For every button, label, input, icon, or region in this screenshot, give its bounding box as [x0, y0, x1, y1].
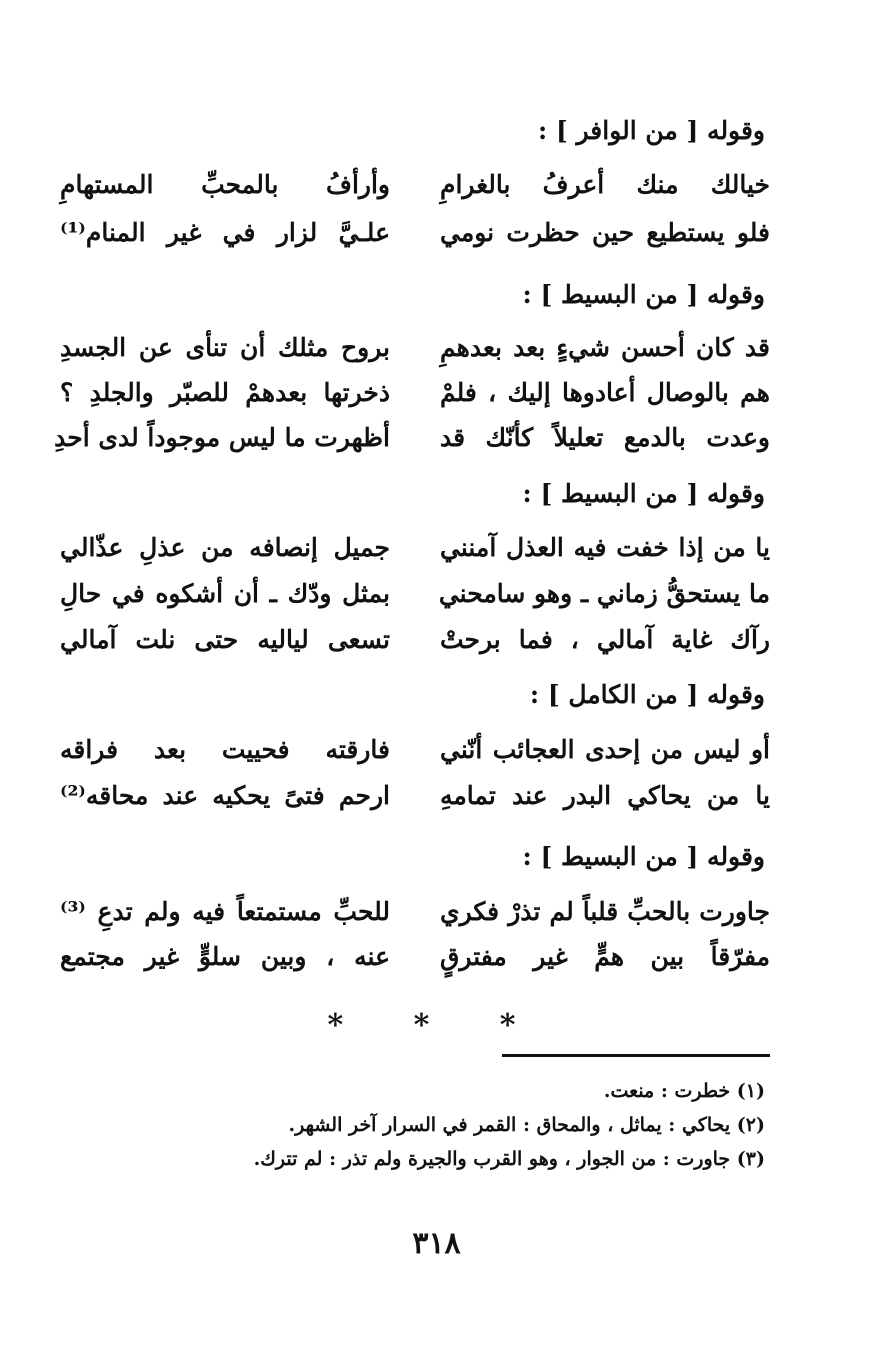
verse-second-hemistich: فارقته فحييت بعد فراقه	[60, 735, 390, 764]
section-heading: وقوله [ من البسيط ] :	[522, 479, 765, 508]
verse-line	[60, 942, 770, 982]
verse-line	[60, 533, 770, 573]
verse-line	[60, 735, 770, 775]
verse-second-hemistich: علـيَّ لزار في غير المنام⁽¹⁾	[60, 218, 390, 247]
verse-first-hemistich: أو ليس من إحدى العجائب أنّني	[440, 735, 770, 764]
verse-first-hemistich: ما يستحقُّ زماني ـ وهو سامحني	[438, 579, 770, 608]
verse-first-hemistich: وعدت بالدمع تعليلاً كأنّك قد	[440, 423, 770, 452]
verse-second-hemistich: عنه ، وبين سلوٍّ غير مجتمع	[60, 942, 390, 971]
footnote-divider	[502, 1054, 770, 1057]
verse-first-hemistich: مفرّقاً بين همٍّ غير مفترقٍ	[440, 942, 770, 971]
verse-first-hemistich: جاورت بالحبِّ قلباً لم تذرْ فكري	[440, 897, 770, 926]
verse-line	[60, 625, 770, 665]
verse-first-hemistich: خيالك منك أعرفُ بالغرامِ	[440, 170, 770, 199]
verse-line	[60, 378, 770, 418]
verse-first-hemistich: يا من إذا خفت فيه العذل آمنني	[440, 533, 770, 562]
verse-line	[60, 781, 770, 821]
verse-line	[54, 423, 770, 463]
verse-line	[60, 170, 770, 210]
verse-second-hemistich: تسعى لياليه حتى نلت آمالي	[60, 625, 390, 654]
verse-second-hemistich: للحبِّ مستمتعاً فيه ولم تدعِ ⁽³⁾	[60, 897, 390, 926]
verse-first-hemistich: هم بالوصال أعادوها إليك ، فلمْ	[440, 378, 770, 407]
verse-second-hemistich: وأرأفُ بالمحبِّ المستهامِ	[60, 170, 390, 199]
section-heading: وقوله [ من الوافر ] :	[538, 116, 765, 145]
footnote: (١) خطرت : منعت.	[603, 1080, 765, 1102]
section-heading: وقوله [ من البسيط ] :	[522, 842, 765, 871]
verse-second-hemistich: بروح مثلك أن تنأى عن الجسدِ	[60, 333, 390, 362]
page-number: ٣١٨	[412, 1226, 461, 1261]
verse-first-hemistich: فلو يستطيع حين حظرت نومي	[440, 218, 770, 247]
verse-line	[60, 579, 770, 619]
footnote: (٢) يحاكي : يماثل ، والمحاق : القمر في السرار آخر الشهر.	[288, 1114, 765, 1136]
verse-line	[60, 897, 770, 937]
section-heading: وقوله [ من البسيط ] :	[522, 280, 765, 309]
verse-first-hemistich: يا من يحاكي البدر عند تمامهِ	[440, 781, 770, 810]
verse-line	[60, 218, 770, 258]
verse-line	[60, 333, 770, 373]
verse-second-hemistich: بمثل ودّك ـ أن أشكوه في حالِ	[60, 579, 390, 608]
footnote: (٣) جاورت : من الجوار ، وهو القرب والجيرة ولم تذر : لم تترك.	[253, 1148, 765, 1170]
section-separator: * * *	[327, 1008, 546, 1043]
verse-second-hemistich: ارحم فتىً يحكيه عند محاقه⁽²⁾	[60, 781, 390, 810]
verse-second-hemistich: ذخرتها بعدهمْ للصبّر والجلدِ ؟	[60, 378, 390, 407]
verse-second-hemistich: جميل إنصافه من عذلِ عذّالي	[60, 533, 390, 562]
verse-first-hemistich: رآك غاية آمالي ، فما برحتْ	[440, 625, 770, 654]
verse-first-hemistich: قد كان أحسن شيءٍ بعد بعدهمِ	[440, 333, 770, 362]
verse-second-hemistich: أظهرت ما ليس موجوداً لدى أحدِ	[54, 423, 390, 452]
section-heading: وقوله [ من الكامل ] :	[529, 680, 765, 709]
